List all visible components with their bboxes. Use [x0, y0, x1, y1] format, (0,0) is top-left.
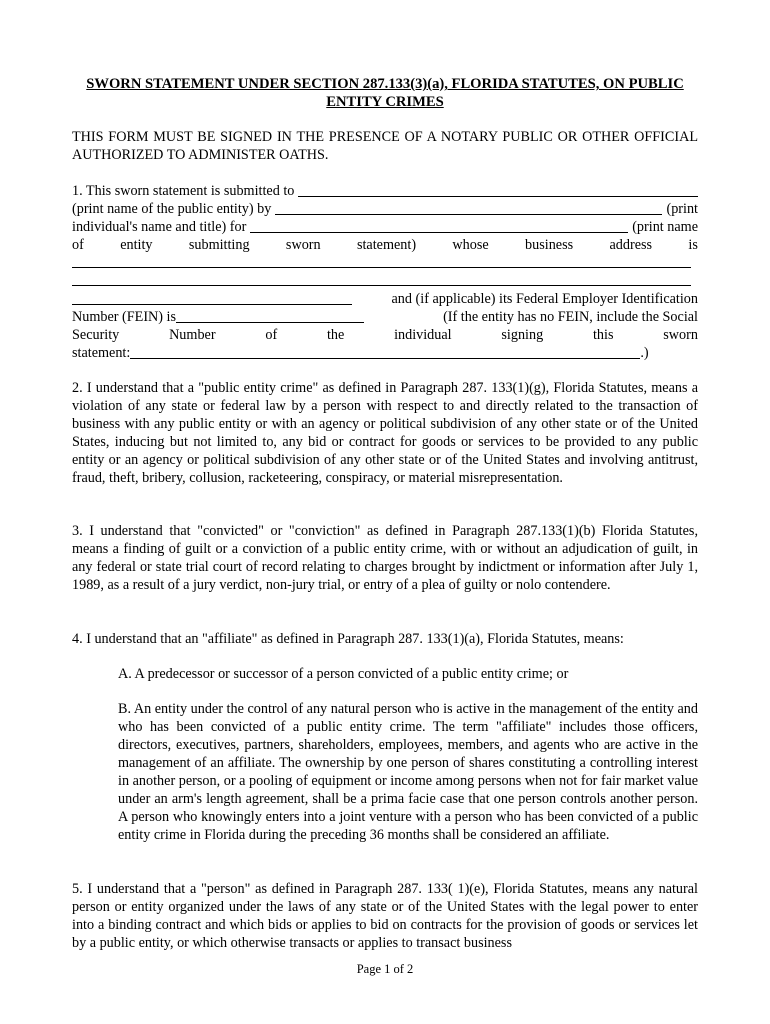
address-field-line-3[interactable]: [72, 291, 352, 305]
item1-line10: [72, 344, 698, 362]
word: sworn: [663, 327, 698, 343]
public-entity-field[interactable]: [298, 183, 698, 197]
print-close-label: (print: [666, 201, 698, 217]
fein-text: and (if applicable) its Federal Employer Identification: [391, 291, 698, 307]
document-title: [72, 75, 698, 111]
item1-lead: 1. This sworn statement is submitted to: [72, 183, 295, 199]
word: signing: [501, 327, 544, 343]
item1-line1: [72, 182, 698, 200]
ssn-field[interactable]: [130, 345, 640, 359]
word: is: [688, 237, 698, 253]
item4-paragraph: 4. I understand that an "affiliate" as defined in Paragraph 287. 133(1)(a), Florida Statutes, means:: [72, 631, 624, 647]
address-field-line-2[interactable]: [72, 285, 691, 286]
word: business: [525, 237, 574, 253]
word: submitting: [188, 237, 250, 253]
word: statement): [356, 237, 417, 253]
word: this: [592, 327, 614, 343]
address-field-line-1[interactable]: [72, 267, 691, 268]
item1-line3: [72, 218, 698, 236]
notary-notice: THIS FORM MUST BE SIGNED IN THE PRESENCE OF A NOTARY PUBLIC OR OTHER OFFICIAL AUTHORIZED TO ADMINISTER OATHS.: [72, 129, 698, 163]
word: Security: [72, 327, 120, 343]
title-line-1: SWORN STATEMENT UNDER SECTION 287.133(3)(a), FLORIDA STATUTES, ON PUBLIC: [86, 76, 684, 92]
print-public-entity-label: (print name of the public entity) by: [72, 201, 272, 217]
word: the: [326, 327, 345, 343]
item4a-paragraph: A. A predecessor or successor of a person convicted of a public entity crime; or: [118, 666, 569, 682]
signer-name-field[interactable]: [275, 201, 662, 215]
item4b-paragraph: B. An entity under the control of any natural person who is active in the management of the entity and who has been convicted of a public entity crime. The term "affiliate" includes those officers, directors, executives, partners, shareholders, employees, members, and agents who are active in the management of an affiliate. The ownership by one person of shares constituting a controlling interest in another person, or a pooling of equipment or income among persons when not for fair market value under an arm's length agreement, shall be a prima facie case that one person controls another person. A person who knowingly enters into a joint venture with a person who has been convicted of a public entity crime in Florida during the preceding 36 months shall be considered an affiliate.: [118, 701, 698, 843]
word: of: [72, 237, 84, 253]
fein-field[interactable]: [176, 309, 364, 323]
word: entity: [120, 237, 153, 253]
item1-line4: [72, 236, 698, 254]
item2-paragraph: 2. I understand that a "public entity crime" as defined in Paragraph 287. 133(1)(g), Florida Statutes, means a violation of any state or federal law by a person with respect to and directly related to the transaction of business with any public entity or with an agency or political subdivision of any other state or of the United States, inducing but not limited to, any bid or contract for goods or services to be provided to any public entity or an agency or political subdivision of any other state or of the United States and involving antitrust, fraud, theft, bribery, collusion, racketeering, conspiracy, or material misrepresentation.: [72, 380, 698, 486]
word: address: [609, 237, 653, 253]
word: of: [265, 327, 278, 343]
item1-line9: [72, 326, 698, 344]
word: sworn: [285, 237, 321, 253]
individual-label: individual's name and title) for: [72, 219, 247, 235]
title-line-2: ENTITY CRIMES: [326, 94, 444, 110]
item1-line8: [72, 308, 698, 326]
item1-line7: [72, 290, 698, 308]
item5-paragraph: 5. I understand that a "person" as defined in Paragraph 287. 133( 1)(e), Florida Statutes, means any natural person or entity organized under the laws of any state or of the United States with the legal power to enter into a binding contract and which bids or applies to bid on contracts for the provision of goods or services let by a public entity, or which otherwise transacts or applies to transact business: [72, 881, 698, 951]
item3-paragraph: 3. I understand that "convicted" or "conviction" as defined in Paragraph 287.133(1)(b) Florida Statutes, means a finding of guilt or a conviction of a public entity crime, with or without an adjudication of guilt, in any federal or state trial court of record relating to charges brought by indictment or information after July 1, 1989, as a result of a jury verdict, non-jury trial, or entry of a plea of guilty or nolo contendere.: [72, 523, 698, 593]
word: whose: [452, 237, 489, 253]
fein-number-label: Number (FEIN) is: [72, 309, 177, 325]
statement-label: statement:: [72, 345, 131, 361]
print-name-label: (print name: [632, 219, 698, 235]
word: individual: [394, 327, 452, 343]
item1-line2: [72, 200, 698, 218]
page-number: Page 1 of 2: [356, 962, 414, 976]
statement-end: .): [640, 345, 649, 361]
no-fein-text: (If the entity has no FEIN, include the Social: [443, 309, 698, 325]
entity-name-field[interactable]: [250, 219, 628, 233]
word: Number: [169, 327, 216, 343]
